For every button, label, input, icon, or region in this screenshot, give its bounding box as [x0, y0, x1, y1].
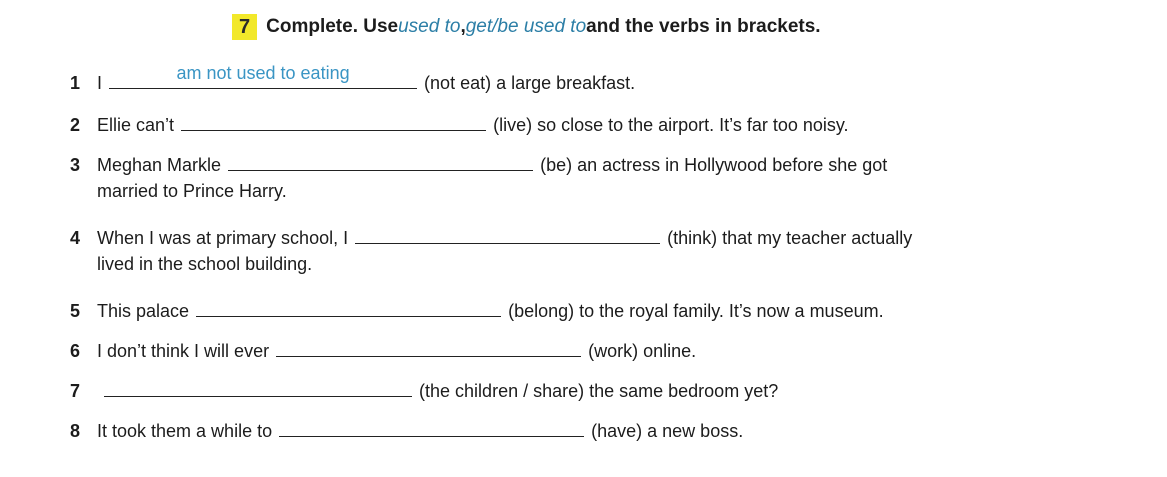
exercise-item-2 — [70, 110, 849, 138]
item-number: 6 — [70, 341, 81, 361]
item-text-before: This palace — [97, 301, 190, 321]
answer-blank[interactable] — [104, 376, 412, 397]
item-number: 4 — [70, 228, 81, 248]
item-text-before: I don’t think I will ever — [97, 341, 270, 361]
exercise-item-7 — [70, 376, 778, 404]
title-part: Complete. Use — [266, 16, 399, 37]
exercise-title — [232, 13, 821, 41]
exercise-item-1 — [70, 63, 636, 96]
item-text-after: (be) an actress in Hollywood before she got — [540, 155, 888, 175]
item-number: 8 — [70, 421, 81, 441]
item-text-before: When I was at primary school, I — [97, 228, 349, 248]
title-part-highlight: used to — [398, 16, 461, 37]
exercise-item-3 — [70, 150, 887, 204]
item-text-before: Meghan Markle — [97, 155, 222, 175]
item-text-after: (think) that my teacher actually — [667, 228, 913, 248]
item-text-before: Ellie can’t — [97, 115, 175, 135]
item-text-before: It took them a while to — [97, 421, 273, 441]
answer-blank[interactable] — [279, 416, 584, 437]
item-text-after: (not eat) a large breakfast. — [424, 73, 636, 93]
item-number: 7 — [70, 381, 81, 401]
item-text-after: (the children / share) the same bedroom yet? — [419, 381, 779, 401]
item-continuation: married to Prince Harry. — [97, 181, 287, 201]
item-number: 2 — [70, 115, 81, 135]
item-text-after: (belong) to the royal family. It’s now a museum. — [508, 301, 884, 321]
title-part: , — [460, 16, 466, 37]
answer-blank[interactable] — [355, 223, 660, 244]
exercise-item-4 — [70, 223, 912, 277]
exercise-item-6 — [70, 336, 696, 364]
answer-blank[interactable] — [181, 110, 486, 131]
answer-blank[interactable] — [228, 150, 533, 171]
title-part-highlight: get/be used to — [465, 16, 587, 37]
item-continuation: lived in the school building. — [97, 254, 313, 274]
item-number: 3 — [70, 155, 81, 175]
item-text-before: I — [97, 73, 103, 93]
title-part: and the verbs in brackets. — [586, 16, 821, 37]
item-number: 5 — [70, 301, 81, 321]
answer-text: am not used to eating — [176, 63, 350, 83]
item-text-after: (live) so close to the airport. It’s far too noisy. — [493, 115, 849, 135]
item-text-after: (have) a new boss. — [591, 421, 744, 441]
item-text-after: (work) online. — [588, 341, 697, 361]
answer-blank[interactable] — [276, 336, 581, 357]
answer-blank[interactable] — [196, 296, 501, 317]
exercise-item-8 — [70, 416, 743, 444]
exercise-number-badge: 7 — [232, 14, 257, 40]
answer-blank[interactable] — [109, 63, 417, 89]
item-number: 1 — [70, 73, 81, 93]
exercise-item-5 — [70, 296, 884, 324]
